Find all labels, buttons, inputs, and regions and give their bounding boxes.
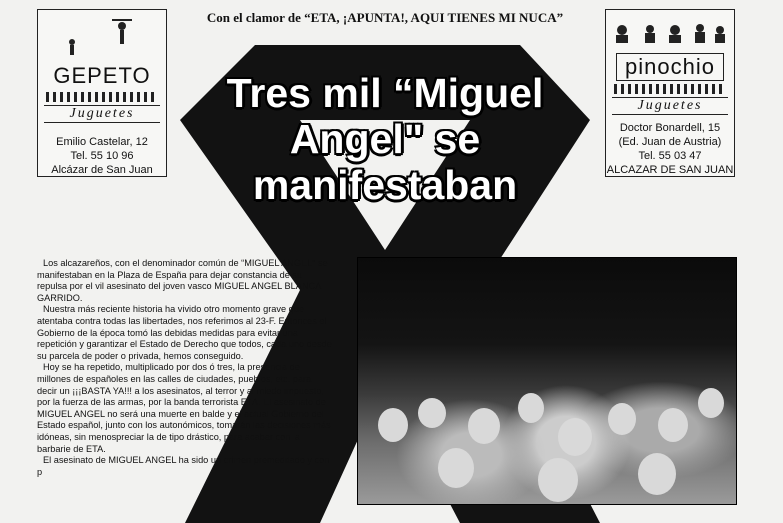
main-headline <box>170 70 600 208</box>
ad-note: (Ed. Juan de Austria) <box>618 136 722 148</box>
decorative-pattern <box>46 92 158 102</box>
ad-gepeto <box>37 9 167 177</box>
toy-parade-icon <box>610 20 730 46</box>
puppet-logo-icon <box>52 18 152 58</box>
ad-city: Alcázar de San Juan <box>51 164 153 176</box>
brand-subtitle: Juguetes <box>44 105 160 123</box>
brand-subtitle: Juguetes <box>612 97 728 115</box>
ad-city: ALCAZAR DE SAN JUAN <box>606 164 734 176</box>
decorative-pattern <box>614 84 726 94</box>
brand-name: GEPETO <box>53 63 151 88</box>
crowd-photo <box>357 257 737 505</box>
ad-phone: Tel. 55 03 47 <box>638 150 702 162</box>
ad-address: Emilio Castelar, 12 <box>56 136 148 148</box>
ad-phone: Tel. 55 10 96 <box>70 150 134 162</box>
article-paragraph: Los alcazareños, con el denominador común de “MIGUEL ANGEL” se manifestaban en la Plaza de España para dejar constancia de su repulsa por el vil asesinato del joven vasco MIGUEL ANGEL BLANCA GARRIDO. <box>37 258 328 303</box>
kicker-headline: Con el clamor de “ETA, ¡APUNTA!, AQUI TIENES MI NUCA” <box>206 10 564 25</box>
headline-line-3: manifestaban <box>252 162 518 208</box>
article-paragraph: Nuestra más reciente historia ha vivido otro momento grave que atentaba contra todas las libertades, nos referimos al 23-F. Entonces el Gobierno de la época tomó las debidas medidas para evitar una repetición y garantizar el Estado de Derecho que todos, cada uno desde su parcela de poder o privada, hemos conseguido. <box>37 304 332 361</box>
headline-line-1: Tres mil “Miguel <box>226 70 544 116</box>
article-body <box>37 258 332 478</box>
brand-name: pinochio <box>616 53 724 81</box>
ad-pinochio <box>605 9 735 177</box>
ad-address: Doctor Bonardell, 15 <box>619 122 721 134</box>
article-paragraph: Hoy se ha repetido, multiplicado por dos ó tres, la presencia de millones de españoles en las calles de ciudades, pueblos, etc. para decir un ¡¡¡BASTA YA!!! a los asesinatos, al terror y al miedo impuesto, por la fuerza de las armas, por la banda terrorista ETA. El asesinato de MIGUEL ANGEL no será una muerte en balde y el actual Gobierno del Estado español, junto con los autonómicos, tomarán las decisiones más idóneas, sin menospreciar la de tipo drástico, para acabar con la barbarie de ETA. <box>37 362 331 454</box>
article-paragraph: El asesinato de MIGUEL ANGEL ha sido un crimen premeditado y con p <box>37 455 330 477</box>
headline-line-2: Angel" se <box>289 116 481 162</box>
